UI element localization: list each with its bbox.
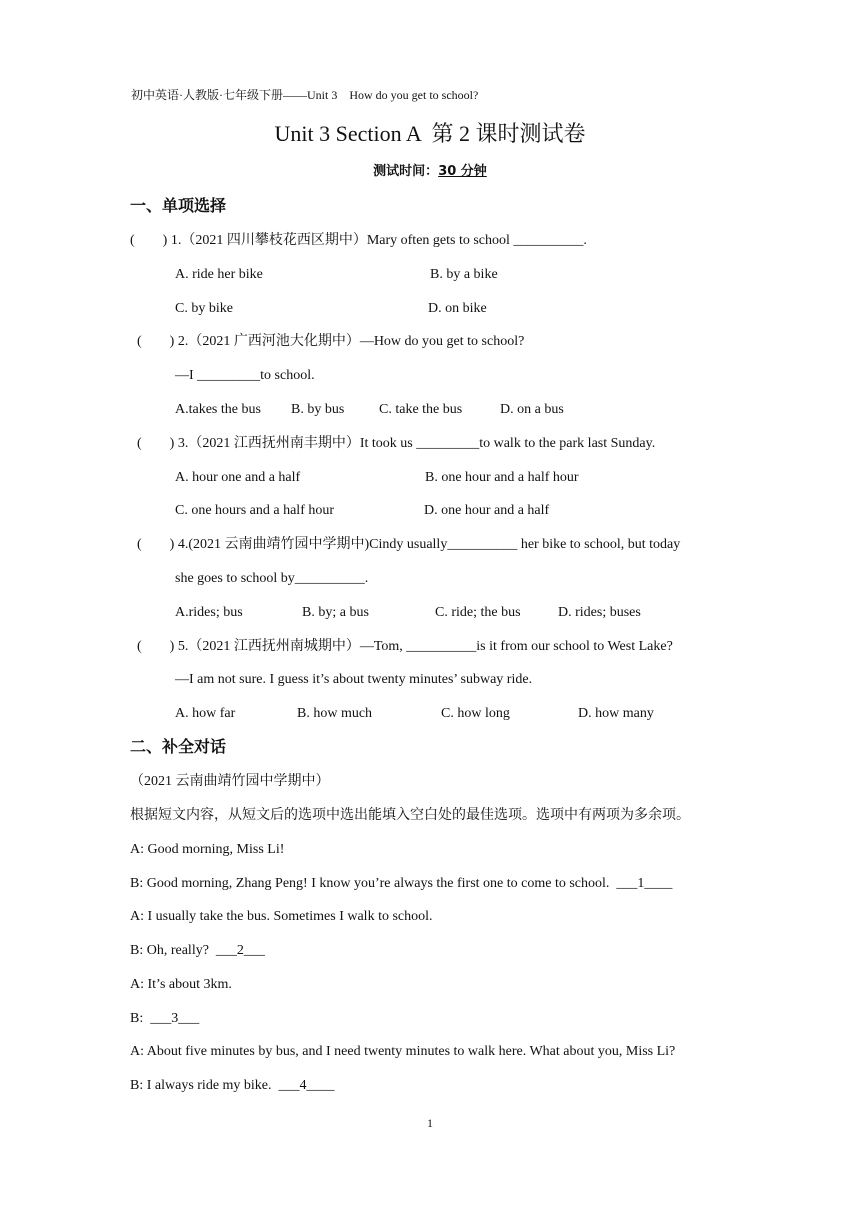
question-4-option-d: D. rides; buses [558,605,641,620]
question-1-option-c: C. by bike [175,301,233,316]
question-1-option-a: A. ride her bike [175,267,263,282]
question-3-option-d: D. one hour and a half [424,503,550,518]
dialogue-line: B: I always ride my bike. ___4____ [130,1078,335,1093]
question-3-stem: ( ) 3.（2021 江西抚州南丰期中）It took us _________to walk to the park last Sunday. [137,436,656,451]
question-1-option-b: B. by a bike [430,267,498,282]
running-header: 初中英语·人教版·七年级下册——Unit 3 How do you get to school? [131,88,479,102]
question-2-stem: ( ) 2.（2021 广西河池大化期中）—How do you get to school? [137,334,525,349]
question-2-option-c: C. take the bus [379,402,463,417]
question-5-option-d: D. how many [578,706,654,721]
section-2-source: （2021 云南曲靖竹园中学期中） [130,774,330,789]
question-4-option-b: B. by; a bus [302,605,369,620]
question-5-option-a: A. how far [175,706,236,721]
test-time-value: 30 分钟 [438,164,487,179]
dialogue-line: B: Good morning, Zhang Peng! I know you’re always the first one to come to school. ___1____ [130,876,673,891]
dialogue-line: B: Oh, really? ___2___ [130,943,265,958]
dialogue-line: A: I usually take the bus. Sometimes I walk to school. [130,909,433,924]
answer-blank-1: ___1____ [616,876,673,891]
question-5-option-b: B. how much [297,706,373,721]
question-5-option-c: C. how long [441,706,510,721]
question-2-option-b: B. by bus [291,402,345,417]
question-2-option-d: D. on a bus [500,402,564,417]
question-4-option-a: A.rides; bus [175,605,243,620]
dialogue-line: A: About five minutes by bus, and I need twenty minutes to walk here. What about you, Miss Li? [130,1044,676,1059]
question-2-reply: —I _________to school. [175,368,315,383]
answer-blank-2: ___2___ [215,943,265,958]
question-3-option-b: B. one hour and a half hour [425,470,579,485]
question-4-continuation: she goes to school by__________. [175,571,369,586]
test-time-label: 测试时间： [373,164,439,179]
dialogue-line: A: It’s about 3km. [130,977,232,992]
dialogue-line: B: ___3___ [130,1011,200,1026]
question-4-option-c: C. ride; the bus [435,605,521,620]
question-5-reply: —I am not sure. I guess it’s about twenty minutes’ subway ride. [175,672,533,687]
section-2-instruction: 根据短文内容，从短文后的选项中选出能填入空白处的最佳选项。选项中有两项为多余项。 [130,808,690,823]
answer-blank-4: ___4____ [278,1078,335,1093]
section-heading-2: 二、补全对话 [130,737,227,756]
test-time [0,163,860,181]
question-4-stem: ( ) 4.(2021 云南曲靖竹园中学期中)Cindy usually__________ her bike to school, but today [137,537,681,552]
question-2-option-a: A.takes the bus [175,402,261,417]
question-3-option-c: C. one hours and a half hour [175,503,335,518]
dialogue-line: A: Good morning, Miss Li! [130,842,285,857]
page-title: Unit 3 Section A 第 2 课时测试卷 [274,121,586,146]
question-5-stem: ( ) 5.（2021 江西抚州南城期中）—Tom, __________is it from our school to West Lake? [137,639,673,654]
section-heading-1: 一、单项选择 [130,196,227,215]
page-number: 1 [427,1116,433,1130]
question-3-option-a: A. hour one and a half [175,470,301,485]
question-1-stem: ( ) 1.（2021 四川攀枝花西区期中）Mary often gets to school __________. [130,233,587,248]
answer-blank-3: ___3___ [150,1011,200,1026]
question-1-option-d: D. on bike [428,301,487,316]
